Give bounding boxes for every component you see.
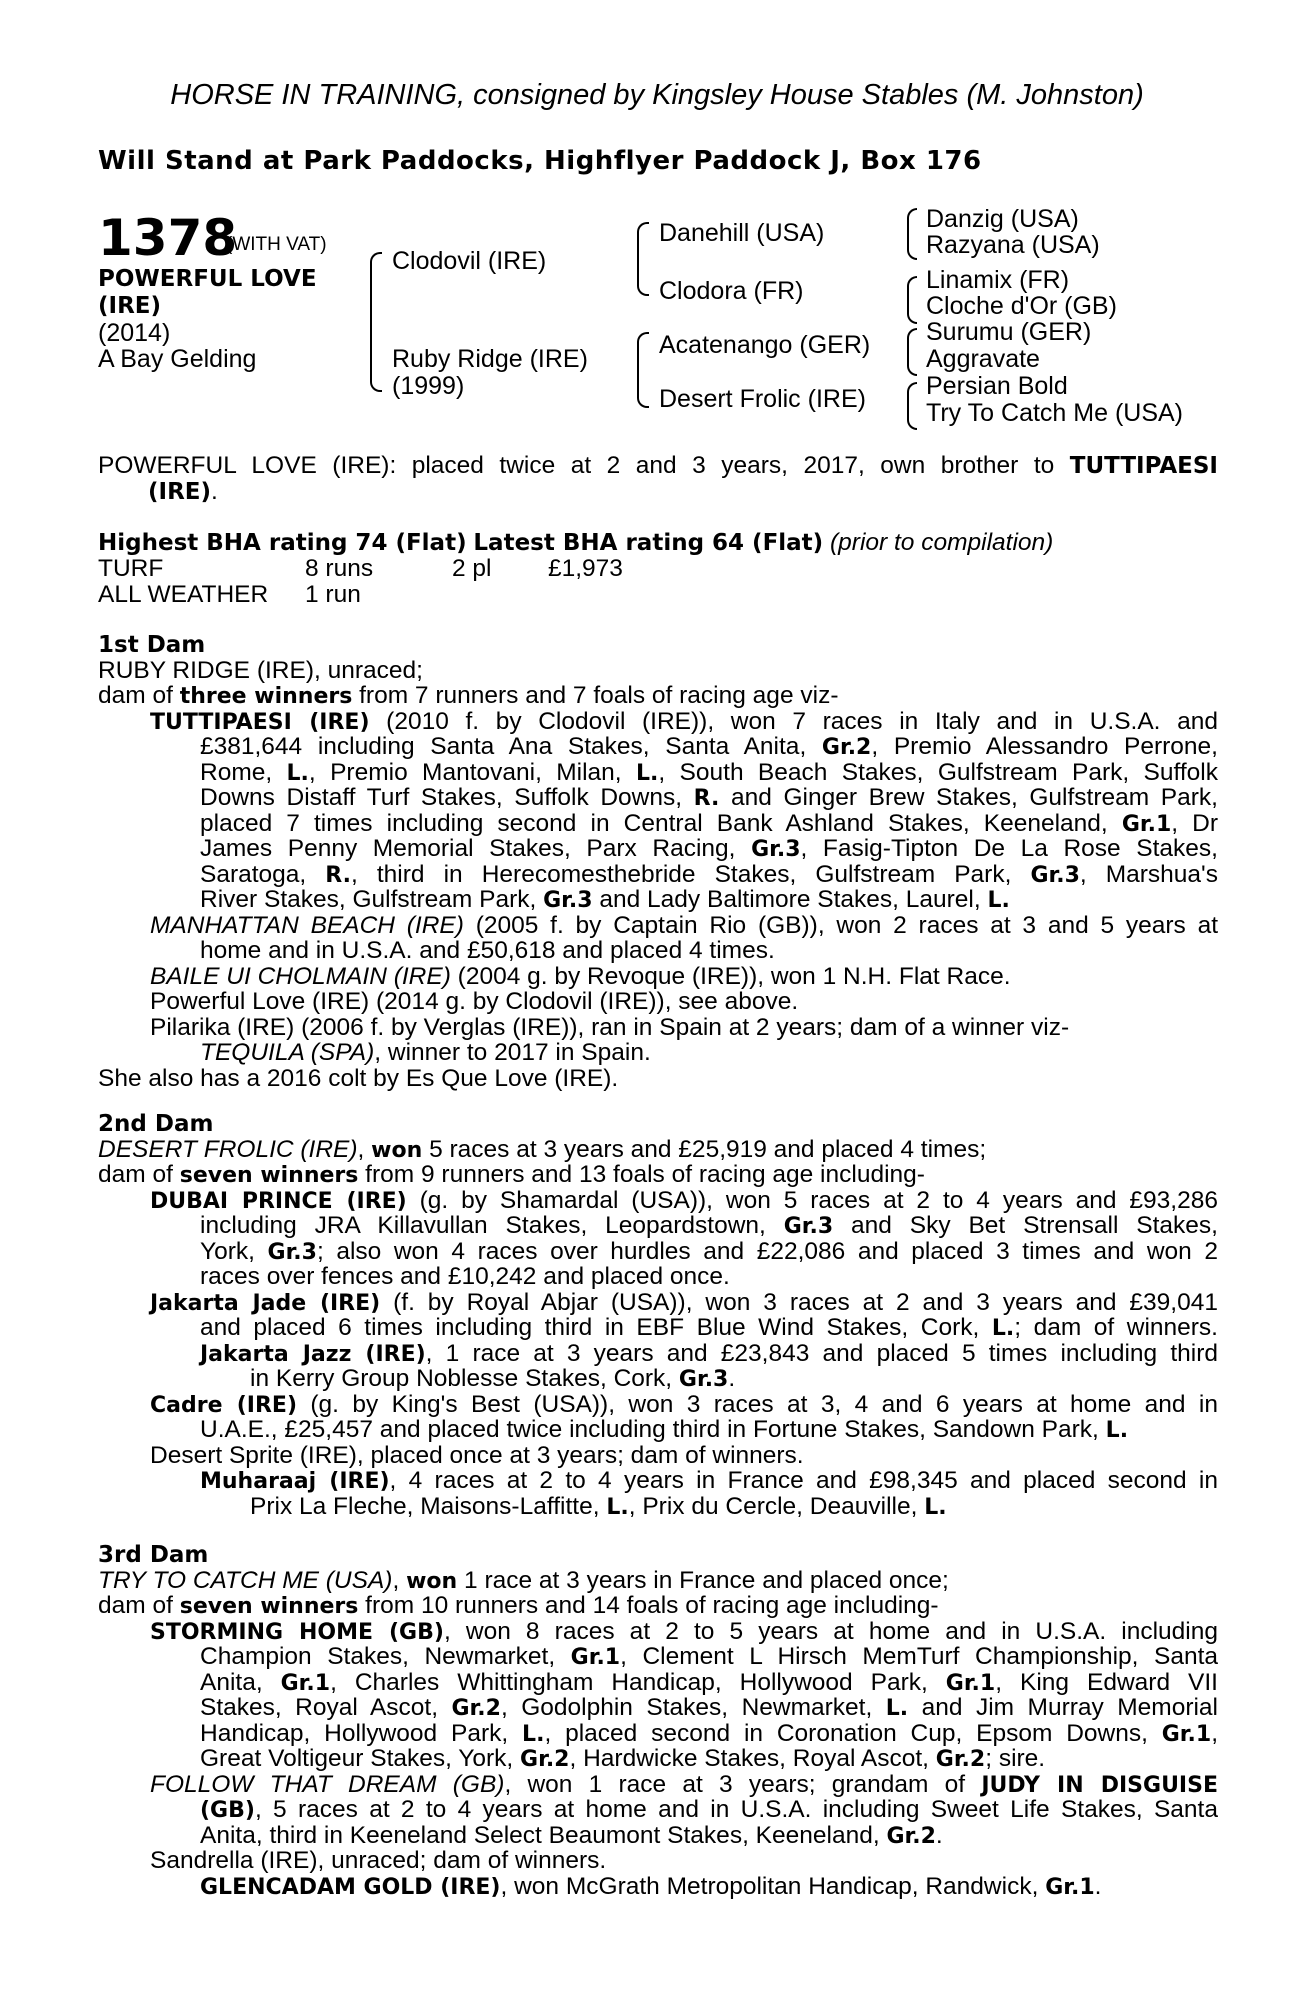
first-dam-produce-line: Powerful Love (IRE) (2014 g. by Clodovil (IRE)), see above. [150, 988, 799, 1015]
first-dam-produce-line: James Penny Memorial Stakes, Parx Racing, Gr.3, Fasig-Tipton De La Rose Stakes, [200, 835, 1218, 862]
second-dam-produce-line: in Kerry Group Noblesse Stakes, Cork, Gr.3. [250, 1365, 736, 1392]
third-dam-produce-line: Stakes, Royal Ascot, Gr.2, Godolphin Stakes, Newmarket, L. and Jim Murray Memorial [200, 1694, 1218, 1721]
first-dam-section [98, 632, 1218, 1091]
stand-location: Will Stand at Park Paddocks, Highflyer Paddock J, Box 176 [98, 146, 982, 176]
second-dam-produce-line: Jakarta Jade (IRE) (f. by Royal Abjar (USA)), won 3 races at 2 and 3 years and £39,041 [150, 1288, 1218, 1316]
sire-sire-sire: Danzig (USA) [926, 205, 1079, 233]
horse-name-line2: (IRE) [98, 293, 162, 319]
second-dam-section [98, 1111, 1218, 1519]
page-heading: HORSE IN TRAINING, consigned by Kingsley House Stables (M. Johnston) [170, 79, 1144, 111]
turf-runs: 8 runs [305, 555, 374, 582]
third-dam-produce-line: Champion Stakes, Newmarket, Gr.1, Clement L Hirsch MemTurf Championship, Santa [200, 1643, 1218, 1670]
second-dam-produce-line: Cadre (IRE) (g. by King's Best (USA)), won 3 races at 3, 4 and 6 years at home and in [150, 1390, 1219, 1418]
first-dam-produce-line: Pilarika (IRE) (2006 f. by Verglas (IRE)), ran in Spain at 2 years; dam of a winner viz- [150, 1013, 1070, 1041]
rating-note: (prior to compilation) [830, 529, 1054, 556]
first-dam-produce-line: Saratoga, R., third in Herecomesthebride Stakes, Gulfstream Park, Gr.3, Marshua's [200, 860, 1218, 888]
horse-description: A Bay Gelding [98, 345, 257, 373]
dam-dam-dam: Try To Catch Me (USA) [926, 399, 1183, 427]
second-dam-produce-line: York, Gr.3; also won 4 races over hurdles and £22,086 and placed 3 times and won 2 [200, 1237, 1218, 1265]
sire-sire-dam: Razyana (USA) [926, 231, 1100, 259]
second-dam-name: DESERT FROLIC (IRE), won 5 races at 3 years and £25,919 and placed 4 times; [98, 1135, 987, 1163]
foaling-year: (2014) [98, 319, 171, 347]
highest-rating: Highest BHA rating 74 (Flat) [98, 530, 467, 556]
third-dam-produce-line: GLENCADAM GOLD (IRE), won McGrath Metropolitan Handicap, Randwick, Gr.1. [200, 1872, 1102, 1900]
dam: Ruby Ridge (IRE) [392, 345, 588, 373]
second-dam-produce-line: Desert Sprite (IRE), placed once at 3 years; dam of winners. [150, 1441, 804, 1469]
second-dam-heading: 2nd Dam [98, 1111, 214, 1137]
second-dam-produce-line: and placed 6 times including third in EBF Blue Wind Stakes, Cork, L.; dam of winners. [200, 1314, 1218, 1341]
third-dam-produce-line: Handicap, Hollywood Park, L., placed second in Coronation Cup, Epsom Downs, Gr.1, [200, 1719, 1218, 1747]
summary-sibling-link: TUTTIPAESI [1069, 453, 1218, 479]
third-dam-produce-line: (GB), 5 races at 2 to 4 years at home and in U.S.A. including Sweet Life Stakes, Santa [200, 1796, 1218, 1823]
first-dam-name: RUBY RIDGE (IRE), unraced; [98, 656, 423, 684]
first-dam-produce-line: £381,644 including Santa Ana Stakes, Santa Anita, Gr.2, Premio Alessandro Perrone, [200, 733, 1218, 760]
second-dam-produce-line: Jakarta Jazz (IRE), 1 race at 3 years and £23,843 and placed 5 times including third [200, 1339, 1218, 1367]
lot-number: 1378 [98, 209, 238, 267]
sire-dam-sire: Linamix (FR) [926, 266, 1070, 294]
sire: Clodovil (IRE) [392, 247, 547, 275]
second-dam-produce-line: U.A.E., £25,457 and placed twice including third in Fortune Stakes, Sandown Park, L. [200, 1416, 1129, 1443]
third-dam-heading: 3rd Dam [98, 1542, 209, 1568]
third-dam-produce-summary: dam of seven winners from 10 runners and 14 foals of racing age including- [98, 1592, 939, 1619]
pedigree-bracket-dam [637, 332, 649, 408]
first-dam-produce-line: TUTTIPAESI (IRE) (2010 f. by Clodovil (IRE)), won 7 races in Italy and in U.S.A. and [150, 707, 1219, 735]
first-dam-produce-line: MANHATTAN BEACH (IRE) (2005 f. by Captain Rio (GB)), won 2 races at 3 and 5 years at [150, 911, 1218, 939]
dam-dam: Desert Frolic (IRE) [659, 385, 866, 413]
second-dam-produce-line: DUBAI PRINCE (IRE) (g. by Shamardal (USA)), won 5 races at 2 to 4 years and £93,286 [150, 1186, 1218, 1214]
horse-name-line1: POWERFUL LOVE [98, 266, 317, 292]
second-dam-produce-summary: dam of seven winners from 9 runners and 13 foals of racing age including- [98, 1161, 925, 1188]
third-dam-produce-line: FOLLOW THAT DREAM (GB), won 1 race at 3 years; grandam of JUDY IN DISGUISE [150, 1770, 1218, 1798]
turf-earnings: £1,973 [548, 555, 623, 582]
dam-dam-sire: Persian Bold [926, 372, 1068, 400]
sire-dam-dam: Cloche d'Or (GB) [926, 292, 1117, 320]
dam-year: (1999) [392, 372, 465, 400]
first-dam-produce-summary: dam of three winners from 7 runners and 7 foals of racing age viz- [98, 682, 839, 709]
dam-sire-sire: Surumu (GER) [926, 318, 1092, 346]
turf-label: TURF [98, 555, 164, 582]
first-dam-produce-line: She also has a 2016 colt by Es Que Love (IRE). [98, 1064, 619, 1092]
latest-rating: Latest BHA rating 64 (Flat) [473, 530, 824, 556]
third-dam-name: TRY TO CATCH ME (USA), won 1 race at 3 years in France and placed once; [98, 1566, 949, 1594]
first-dam-produce-line: BAILE UI CHOLMAIN (IRE) (2004 g. by Revoque (IRE)), won 1 N.H. Flat Race. [150, 962, 1011, 990]
third-dam-produce-line: STORMING HOME (GB), won 8 races at 2 to 5 years at home and in U.S.A. including [150, 1617, 1218, 1645]
turf-placed: 2 pl [452, 555, 492, 582]
second-dam-produce-line: Prix La Fleche, Maisons-Laffitte, L., Prix du Cercle, Deauville, L. [250, 1492, 947, 1520]
aw-label: ALL WEATHER [98, 581, 269, 608]
sire-sire: Danehill (USA) [659, 219, 825, 247]
third-dam-produce-line: Sandrella (IRE), unraced; dam of winners. [150, 1847, 607, 1874]
first-dam-produce-line: Downs Distaff Turf Stakes, Suffolk Downs, R. and Ginger Brew Stakes, Gulfstream Park, [200, 784, 1218, 811]
third-dam-section [98, 1542, 1218, 1899]
third-dam-produce-line: Great Voltigeur Stakes, York, Gr.2, Hardwicke Stakes, Royal Ascot, Gr.2; sire. [200, 1745, 1046, 1772]
second-dam-produce-line: races over fences and £10,242 and placed once. [200, 1263, 730, 1290]
sire-dam: Clodora (FR) [659, 277, 804, 305]
third-dam-produce-line: Anita, Gr.1, Charles Whittingham Handicap, Hollywood Park, Gr.1, King Edward VII [200, 1668, 1218, 1696]
summary-line2: (IRE). [148, 478, 218, 505]
first-dam-produce-line: TEQUILA (SPA), winner to 2017 in Spain. [200, 1039, 651, 1066]
first-dam-produce-line: Rome, L., Premio Mantovani, Milan, L., South Beach Stakes, Gulfstream Park, Suffolk [200, 758, 1219, 786]
pedigree-bracket-g4 [907, 382, 917, 430]
summary-line1: POWERFUL LOVE (IRE): placed twice at 2 and 3 years, 2017, own brother to TUTTIPAESI [98, 452, 1218, 479]
first-dam-produce-line: placed 7 times including second in Central Bank Ashland Stakes, Keeneland, Gr.1, Dr [200, 809, 1218, 837]
bha-ratings [98, 530, 1053, 556]
pedigree-bracket-g3 [907, 328, 917, 376]
pedigree-bracket-g1 [907, 208, 917, 260]
first-dam-heading: 1st Dam [98, 632, 206, 658]
pedigree-bracket-sire [637, 222, 649, 296]
second-dam-produce-line: including JRA Killavullan Stakes, Leopardstown, Gr.3 and Sky Bet Strensall Stakes, [200, 1212, 1218, 1239]
vat-note: (WITH VAT) [226, 234, 327, 255]
first-dam-produce-line: River Stakes, Gulfstream Park, Gr.3 and Lady Baltimore Stakes, Laurel, L. [200, 886, 1010, 913]
dam-sire-dam: Aggravate [926, 345, 1040, 373]
first-dam-produce-line: home and in U.S.A. and £50,618 and placed 4 times. [200, 937, 775, 964]
second-dam-produce-line: Muharaaj (IRE), 4 races at 2 to 4 years in France and £98,345 and placed second in [200, 1467, 1218, 1494]
aw-runs: 1 run [305, 581, 361, 608]
third-dam-produce-line: Anita, third in Keeneland Select Beaumont Stakes, Keeneland, Gr.2. [200, 1821, 943, 1849]
pedigree-bracket-g2 [907, 276, 917, 324]
dam-sire: Acatenango (GER) [659, 331, 871, 359]
pedigree-bracket-main [370, 252, 382, 392]
